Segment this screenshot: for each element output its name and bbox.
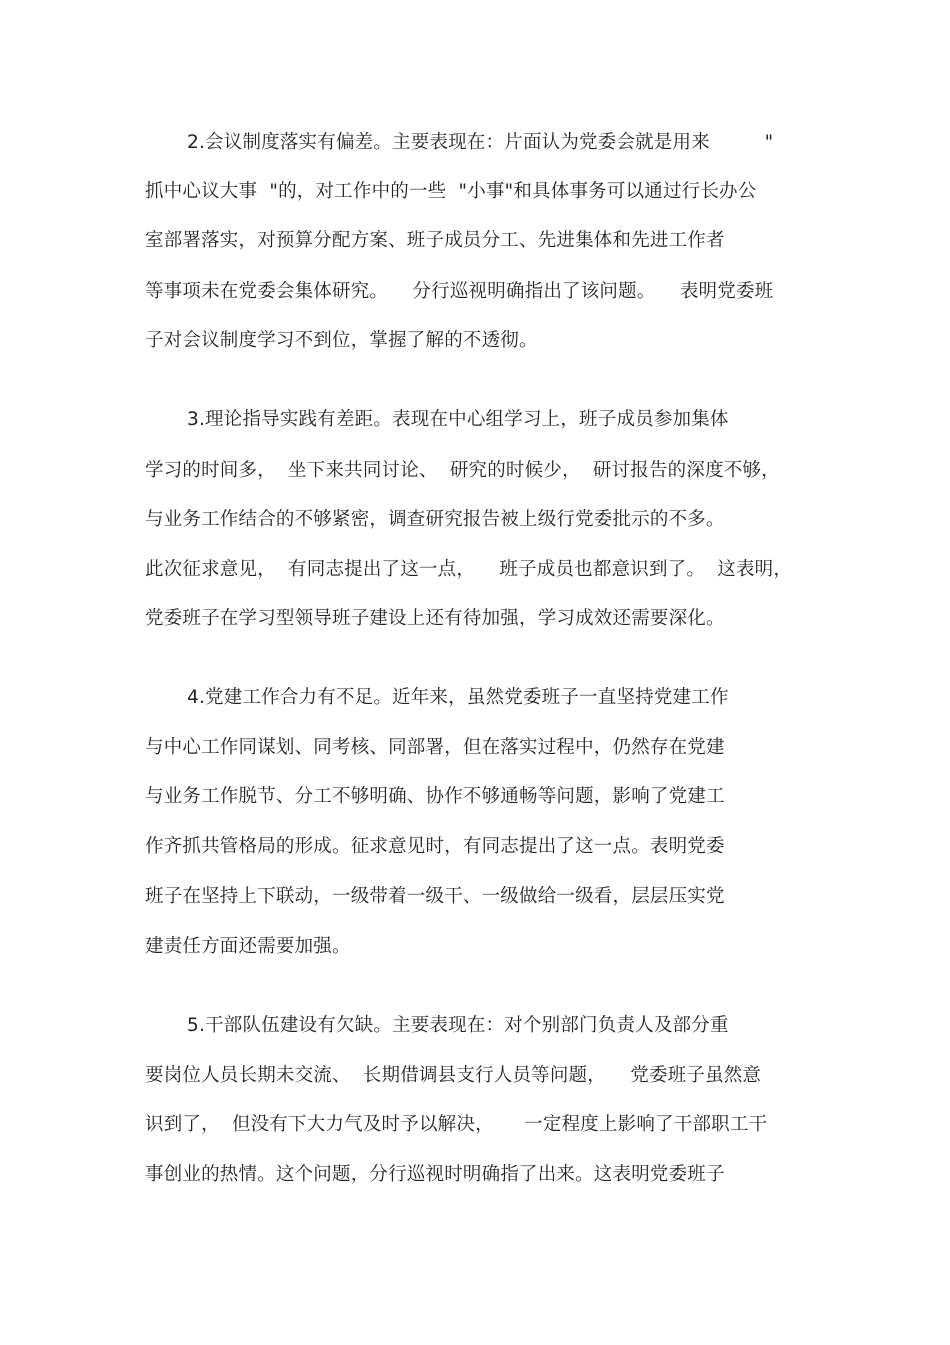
paragraph-5-line-2: 要岗位人员长期未交流、 长期借调县支行人员等问题， 党委班子虽然意	[145, 1065, 762, 1086]
paragraph-4-line-3: 与业务工作脱节、分工不够明确、协作不够通畅等问题，影响了党建工	[145, 786, 725, 807]
paragraph-2-line-5: 子对会议制度学习不到位，掌握了解的不透彻。	[145, 330, 538, 351]
paragraph-3-line-3: 与业务工作结合的不够紧密，调查研究报告被上级行党委批示的不多。	[145, 509, 725, 530]
paragraph-4-line-2: 与中心工作同谋划、同考核、同部署，但在落实过程中，仍然存在党建	[145, 737, 725, 758]
paragraph-5-line-4: 事创业的热情。这个问题，分行巡视时明确指了出来。这表明党委班子	[145, 1164, 725, 1185]
paragraph-4-line-6: 建责任方面还需要加强。	[145, 936, 351, 957]
paragraph-5-line-1: 5.干部队伍建设有欠缺。主要表现在：对个别部门负责人及部分重	[187, 1015, 729, 1036]
paragraph-2-line-3: 室部署落实，对预算分配方案、班子成员分工、先进集体和先进工作者	[145, 230, 725, 251]
paragraph-2-line-2: 抓中心议大事 "的，对工作中的一些 "小事"和具体事务可以通过行长办公	[145, 181, 757, 202]
paragraph-2-line-4: 等事项未在党委会集体研究。 分行巡视明确指出了该问题。 表明党委班	[145, 281, 774, 302]
paragraph-5-line-3: 识到了， 但没有下大力气及时予以解决， 一定程度上影响了干部职工干	[145, 1114, 768, 1135]
paragraph-3-line-1: 3.理论指导实践有差距。表现在中心组学习上，班子成员参加集体	[187, 409, 729, 430]
paragraph-4-line-4: 作齐抓共管格局的形成。征求意见时，有同志提出了这一点。表明党委	[145, 836, 725, 857]
paragraph-3-line-5: 党委班子在学习型领导班子建设上还有待加强，学习成效还需要深化。	[145, 608, 725, 629]
paragraph-3-line-2: 学习的时间多， 坐下来共同讨论、 研究的时候少， 研讨报告的深度不够，	[145, 460, 780, 481]
paragraph-4-line-5: 班子在坚持上下联动，一级带着一级干、一级做给一级看，层层压实党	[145, 886, 725, 907]
paragraph-3-line-4: 此次征求意见， 有同志提出了这一点， 班子成员也都意识到了。 这表明，	[145, 559, 793, 580]
paragraph-2-line-1: 2.会议制度落实有偏差。主要表现在：片面认为党委会就是用来 "	[187, 132, 774, 153]
paragraph-4-line-1: 4.党建工作合力有不足。近年来，虽然党委班子一直坚持党建工作	[187, 687, 729, 708]
